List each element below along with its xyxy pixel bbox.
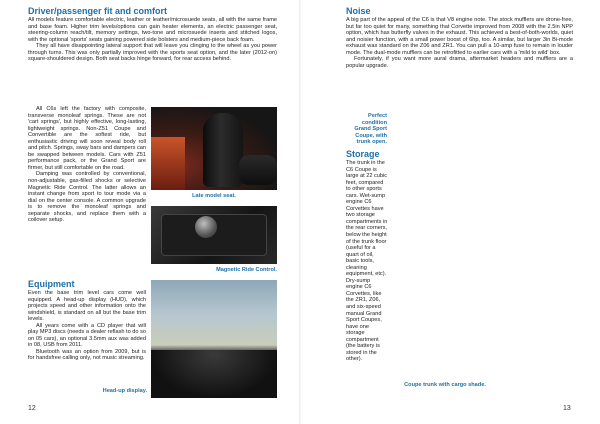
paragraph: A big part of the appeal of the C6 is that V8 engine note. The stock mufflers are drone-free, but far too quiet for many, something that Corvette improved from 2008 with the 2.5in NPP option, which has butterfly valves in the exhaust. This achieved a best-of-both-worlds, quiet and noisier function, with a small power boost of 6hp, too. A similar, but larger 3in Bi-mode exhaust was standard on the Z06 and ZR1. You can pull a 10-amp fuse to remain in louder mode. The dual-mode mufflers can be retrofitted to earlier cars with a 'mild to wild' box. [346,17,573,56]
paragraph: All models feature comfortable electric, leather or leather/microsuede seats, all with the same frame and base foam. Higher trim levels/options can gain heater elements, an electric passenger seat, steering-column reach/tilt, memory settings, two-tone and microsuede inserts and stitched logos, with the optional 'sports' seats gaining powered side bolsters and medium-piece back foam. [28,17,277,43]
paragraph: The trunk in the C6 Coupe is large at 22 cubic feet, compared to other sports cars. Wet-sump engine C6 Corvettes have two storage compartments in the rear corners, below the height of the trunk floor (useful for a quart of oil, basic tools, cleaning equipment, etc). Dry-sump engine C6 Corvettes, like the ZR1, Z06, and six-speed manual Grand Sport Coupes, have one storage compartment (the battery is stored in the other). [346,160,388,363]
photo-detail [195,216,217,238]
heading-noise: Noise [346,6,371,16]
caption-magnetic-ride-control: Magnetic Ride Control. [216,267,277,273]
text-fit-comfort-intro [28,17,277,63]
paragraph: Even the base trim level cars come well equipped. A head-up display (HUD), which projects speed and other information onto the windshield, is standard on all but the base trim levels. [28,290,146,323]
caption-grand-sport-coupe: Perfect condition Grand Sport Coupe, with trunk open. [354,113,387,146]
photo-detail [151,137,185,190]
photo-head-up-display [151,280,277,398]
caption-late-model-seat: Late model seat. [192,193,236,199]
paragraph: All years come with a CD player that will play MP3 discs (needs a dealer reflash to do so on 05 cars), an optional 3.5mm aux was added in 08, USB from 2011. [28,322,146,349]
photo-detail [203,113,243,187]
text-fit-comfort-springs [28,106,146,224]
right-page [300,0,600,424]
text-storage [346,160,388,363]
paragraph: They all have disappointing lateral support that will leave you clinging to the wheel as you power through turns. This was only partially improved with the sports seat option, and the later (2012-on) square-shouldered design. Both seat backs hinge forward, for rear access behind. [28,43,277,63]
photo-detail [239,155,277,185]
photo-magnetic-ride-control [151,206,277,264]
caption-head-up-display: Head-up display. [102,388,147,394]
photo-detail [151,350,277,398]
heading-storage: Storage [346,149,380,159]
page-number-right: 13 [563,405,571,412]
heading-equipment: Equipment [28,279,75,289]
text-equipment [28,290,146,362]
caption-coupe-trunk: Coupe trunk with cargo shade. [404,382,486,388]
paragraph: Damping was controlled by conventional, non-adjustable, gas-filled shocks or selective Magnetic Ride Control. The latter allows an instant change from sport to tour mode via a dial on the center console. A common upgrade is to remove the monoleaf springs and separate shocks, and replace them with a coilover setup. [28,171,146,224]
paragraph: Fortunately, if you want more aural drama, aftermarket headers and mufflers are a popular upgrade. [346,56,573,69]
page-number-left: 12 [28,405,36,412]
paragraph: All C6s left the factory with composite, transverse monoleaf springs. These are not 'cart springs', but highly effective, long-lasting, lightweight springs. Non-Z51 Coupe and Convertible are the softest ride, but enthusiastic driving will soon reveal body roll and pitch. Springs, sway bars and dampers can be swapped between models. Cars with Z51 performance pack, or the Grand Sport are firmer, but still comfortable on the road. [28,106,146,171]
heading-fit-comfort: Driver/passenger fit and comfort [28,6,168,16]
text-noise [346,17,573,69]
photo-late-model-seat [151,107,277,190]
paragraph: Bluetooth was an option from 2009, but is for handsfree calling only, not music streaming. [28,348,146,362]
